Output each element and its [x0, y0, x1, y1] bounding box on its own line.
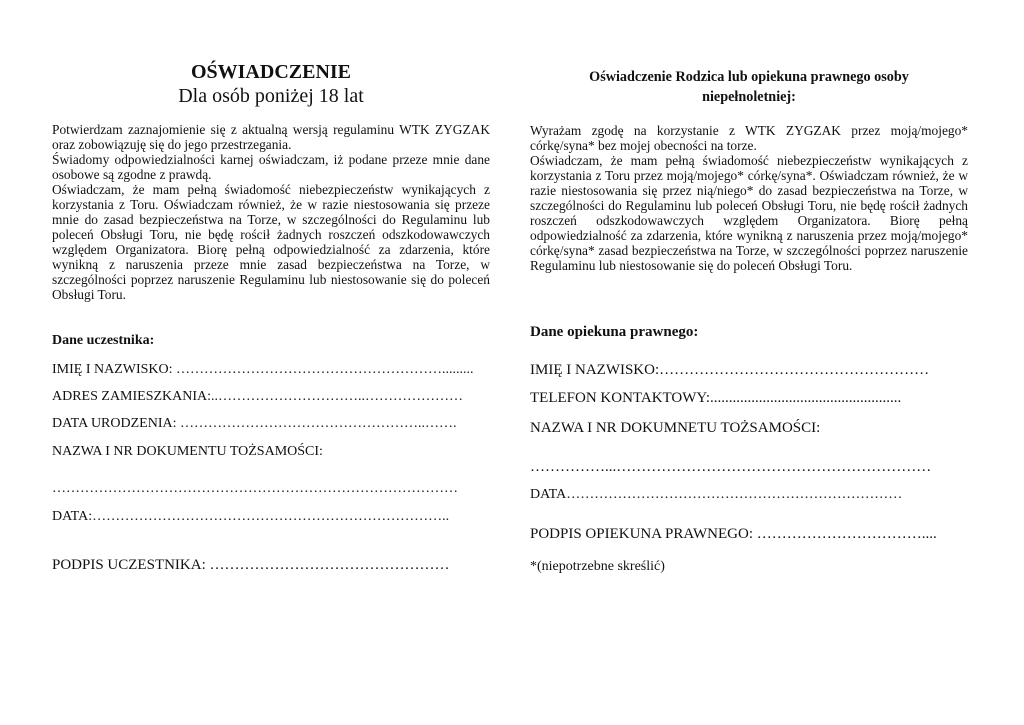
- right-title: [530, 67, 968, 107]
- left-title: OŚWIADCZENIE: [190, 61, 352, 83]
- guardian-document-label: NAZWA I NR DOKUMNETU TOŻSAMOŚCI:: [530, 420, 821, 436]
- right-declaration-text: [530, 123, 968, 273]
- right-paragraph-2: Oświadczam, że mam pełną świadomość niebezpieczeństw wynikających z korzystania z Toru przez moją/mojego* córkę/syna*. Oświadczam również, że w razie niestosowania się przez nią/niego* do zasad bezpieczeństwa na Torze, w szczególności do Regulaminu lub poleceń Obsługi Toru, nie będę rościł żadnych roszczeń odszkodowawczych względem Organizatora. Biorę pełną odpowiedzialność za zdarzenia, które wynikną z naruszenia przez moją/mojego* córkę/syna* zasad bezpieczeństwa na Torze, w szczególności poprzez naruszenie Regulaminu lub niestosowanie się do poleceń Obsługi Toru.: [530, 153, 968, 273]
- left-paragraph-1: Potwierdzam zaznajomienie się z aktualną wersją regulaminu WTK ZYGZAK oraz zobowiązuję się do jego przestrzegania.: [52, 122, 490, 152]
- participant-birthdate-field[interactable]: DATA URODZENIA: ……………………………………………..…….: [52, 416, 457, 431]
- left-subtitle: Dla osób poniżej 18 lat: [178, 85, 364, 107]
- guardian-date-field[interactable]: DATA………………………………………………………………: [530, 487, 903, 502]
- guardian-data-header: Dane opiekuna prawnego:: [530, 324, 699, 340]
- guardian-phone-field[interactable]: TELEFON KONTAKTOWY:...................................................: [530, 390, 902, 406]
- left-paragraph-2: Świadomy odpowiedzialności karnej oświadczam, iż podane przeze mnie dane osobowe są zgodne z prawdą.: [52, 152, 490, 182]
- participant-signature-field[interactable]: PODPIS UCZESTNIKA: …………………………………………: [52, 557, 450, 573]
- footnote: *(niepotrzebne skreślić): [530, 559, 665, 574]
- participant-address-field[interactable]: ADRES ZAMIESZKANIA:..…………………………..…………………: [52, 389, 464, 404]
- participant-document-label: NAZWA I NR DOKUMENTU TOŻSAMOŚCI:: [52, 444, 323, 459]
- participant-document-field[interactable]: ……………………………………………………………………………: [52, 481, 458, 496]
- participant-data-header: Dane uczestnika:: [52, 333, 155, 348]
- left-paragraph-3: Oświadczam, że mam pełną świadomość niebezpieczeństw wynikających z korzystania z Toru. Oświadczam również, że w razie niestosowania się przeze mnie do zasad bezpieczeństwa na Torze, w szczególności do Regulaminu lub poleceń Obsługi Toru, nie będę rościł żadnych roszczeń odszkodowawczych względem Organizatora. Biorę pełną odpowiedzialność za zdarzenia, które wynikną z naruszenia przeze mnie zasad bezpieczeństwa na Torze, w szczególności poprzez naruszenie Regulaminu lub niestosowanie się do poleceń Obsługi Toru.: [52, 182, 490, 302]
- guardian-signature-field[interactable]: PODPIS OPIEKUNA PRAWNEGO: ……………………………....: [530, 526, 937, 542]
- left-declaration-text: [52, 122, 490, 302]
- guardian-document-field[interactable]: ……………...………………………………………………………: [530, 459, 932, 475]
- guardian-name-field[interactable]: IMIĘ I NAZWISKO:………………………………………………: [530, 362, 930, 378]
- right-title-line-2: niepełnoletniej:: [702, 89, 796, 105]
- participant-name-field[interactable]: IMIĘ I NAZWISKO: ………………………………………………….........: [52, 362, 474, 377]
- participant-date-field[interactable]: DATA:…………………………………………………………………..: [52, 509, 450, 524]
- right-title-line-1: Oświadczenie Rodzica lub opiekuna prawnego osoby: [589, 69, 909, 85]
- right-paragraph-1: Wyrażam zgodę na korzystanie z WTK ZYGZAK przez moją/mojego* córkę/syna* bez mojej obecności na torze.: [530, 123, 968, 153]
